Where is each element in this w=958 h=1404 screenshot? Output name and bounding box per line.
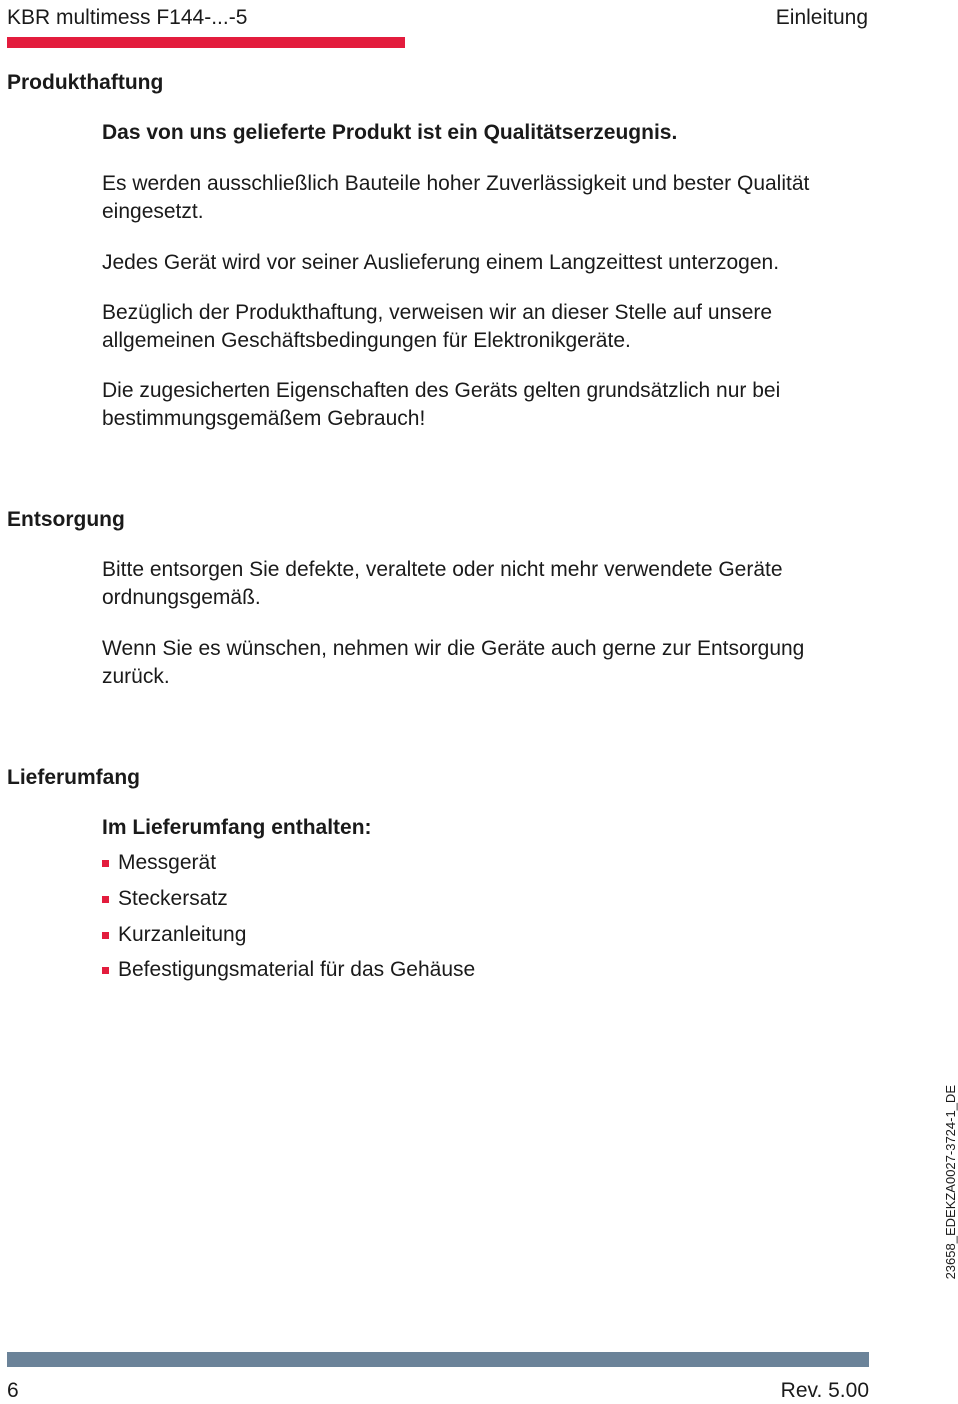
header-accent-bar [7,37,405,48]
list-item-label: Kurzanleitung [118,923,247,946]
list-item-label: Steckersatz [118,887,228,910]
list-item [102,849,216,877]
produkthaftung-paragraph: Bezüglich der Produkthaftung, verweisen wir an dieser Stelle auf unsere allgemeinen Geschäftsbedingungen für Elektronikgeräte. [102,301,773,352]
list-item [102,956,475,984]
bullet-square-icon [102,932,109,939]
footer-bar [7,1352,869,1367]
list-item [102,885,228,913]
section-title-lieferumfang: Lieferumfang [7,766,141,789]
lieferumfang-lead: Im Lieferumfang enthalten: [102,816,372,839]
produkthaftung-paragraph: Die zugesicherten Eigenschaften des Geräts gelten grundsätzlich nur bei bestimmungsgemäßem Gebrauch! [102,379,781,430]
header-product-title: KBR multimess F144-...-5 [7,6,248,29]
list-item [102,921,246,949]
section-title-produkthaftung: Produkthaftung [7,71,164,94]
document-code: 23658_EDEKZA0027-3724-1_DE [943,1085,958,1280]
entsorgung-paragraph: Bitte entsorgen Sie defekte, veraltete oder nicht mehr verwendete Geräte ordnungsgemäß. [102,558,783,609]
produkthaftung-paragraph: Es werden ausschließlich Bauteile hoher Zuverlässigkeit und bester Qualität eingesetzt. [102,172,810,223]
section-title-entsorgung: Entsorgung [7,508,125,531]
header-chapter-title: Einleitung [775,6,868,29]
page-number: 6 [7,1379,19,1402]
produkthaftung-lead: Das von uns gelieferte Produkt ist ein Qualitätserzeugnis. [102,121,678,144]
bullet-square-icon [102,896,109,903]
list-item-label: Messgerät [118,851,217,874]
bullet-square-icon [102,967,109,974]
revision-label: Rev. 5.00 [780,1379,869,1402]
entsorgung-paragraph: Wenn Sie es wünschen, nehmen wir die Geräte auch gerne zur Entsorgung zurück. [102,637,805,688]
list-item-label: Befestigungsmaterial für das Gehäuse [118,958,476,981]
bullet-square-icon [102,860,109,867]
produkthaftung-paragraph: Jedes Gerät wird vor seiner Auslieferung einem Langzeittest unterzogen. [102,251,780,274]
